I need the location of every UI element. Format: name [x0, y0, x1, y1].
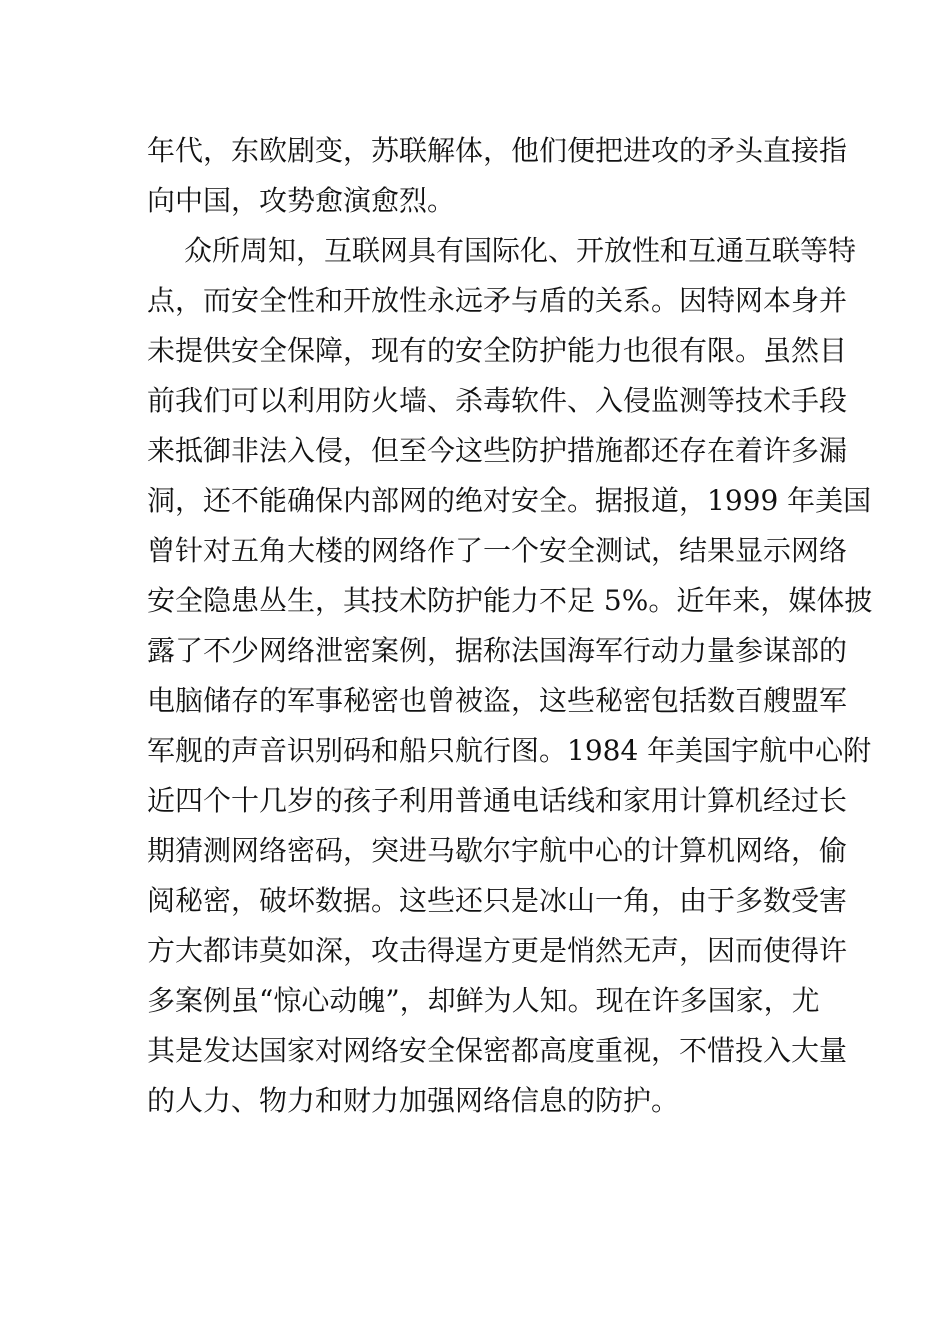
text-line: 曾针对五角大楼的网络作了一个安全测试，结果显示网络 — [147, 534, 848, 567]
text-line: 众所周知，互联网具有国际化、开放性和互通互联等特 — [184, 234, 857, 267]
text-line: 前我们可以利用防火墙、杀毒软件、入侵监测等技术手段 — [147, 384, 848, 417]
text-line: 其是发达国家对网络安全保密都高度重视，不惜投入大量 — [147, 1034, 848, 1067]
text-line: 军舰的声音识别码和船只航行图。1984 年美国宇航中心附 — [147, 734, 872, 767]
body-text — [147, 126, 873, 1126]
text-line: 年代，东欧剧变，苏联解体，他们便把进攻的矛头直接指 — [147, 134, 848, 167]
text-line: 露了不少网络泄密案例，据称法国海军行动力量参谋部的 — [147, 634, 848, 667]
text-line: 来抵御非法入侵，但至今这些防护措施都还存在着许多漏 — [147, 434, 848, 467]
paragraph-2 — [147, 226, 873, 1126]
text-line: 的人力、物力和财力加强网络信息的防护。 — [147, 1084, 680, 1117]
text-line: 方大都讳莫如深，攻击得逞方更是悄然无声，因而使得许 — [147, 934, 848, 967]
text-line: 未提供安全保障，现有的安全防护能力也很有限。虽然目 — [147, 334, 848, 367]
text-line: 安全隐患丛生，其技术防护能力不足 5%。近年来，媒体披 — [147, 584, 873, 617]
text-line: 多案例虽“惊心动魄”，却鲜为人知。现在许多国家，尤 — [147, 984, 820, 1017]
text-line: 电脑储存的军事秘密也曾被盗，这些秘密包括数百艘盟军 — [147, 684, 848, 717]
text-line: 期猜测网络密码，突进马歇尔宇航中心的计算机网络，偷 — [147, 834, 848, 867]
text-line: 洞，还不能确保内部网的绝对安全。据报道，1999 年美国 — [147, 484, 872, 517]
paragraph-1 — [147, 126, 848, 226]
text-line: 近四个十几岁的孩子利用普通电话线和家用计算机经过长 — [147, 784, 848, 817]
text-line: 向中国，攻势愈演愈烈。 — [147, 184, 456, 217]
text-line: 阅秘密，破坏数据。这些还只是冰山一角，由于多数受害 — [147, 884, 848, 917]
text-line: 点，而安全性和开放性永远矛与盾的关系。因特网本身并 — [147, 284, 848, 317]
